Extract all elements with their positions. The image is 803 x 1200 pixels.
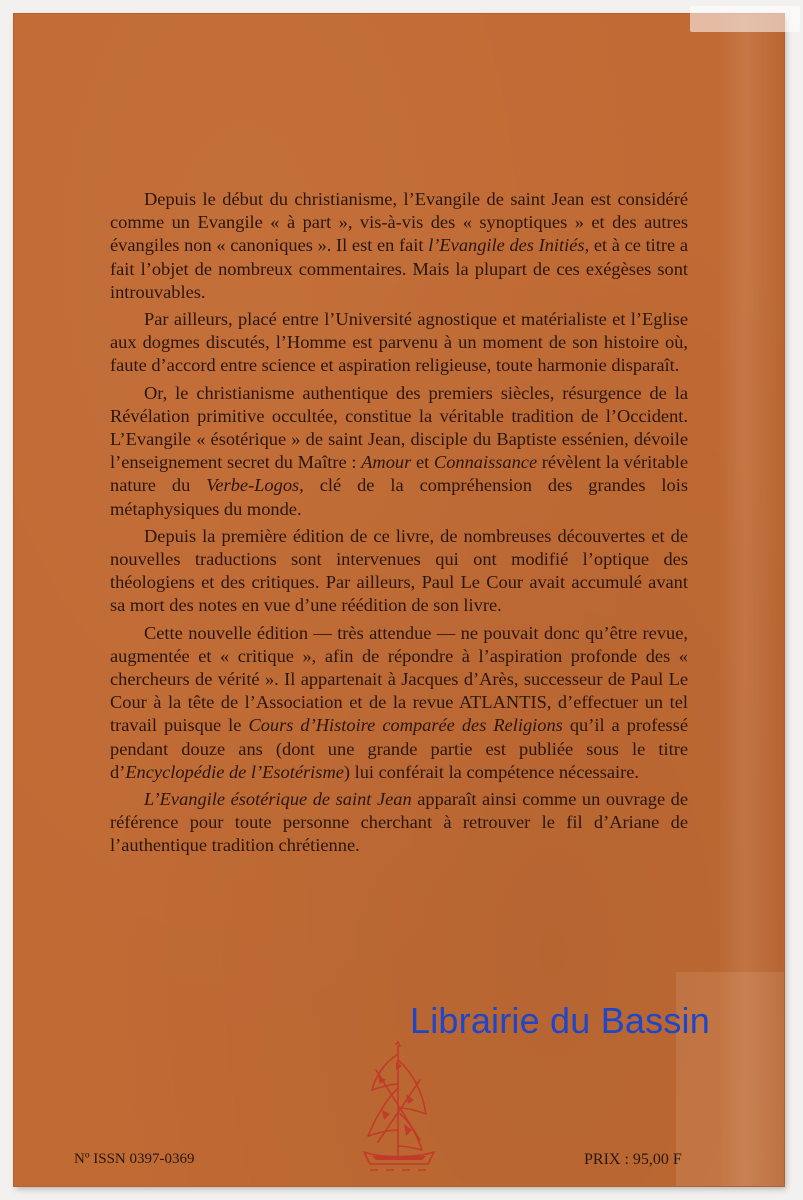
blurb-p6-italic-title: L’Evangile ésotérique de saint Jean bbox=[144, 789, 412, 810]
publisher-logo-icon bbox=[356, 1040, 440, 1174]
blurb-p5-text-c: qu’il a professé pendant douze ans (dont une grande partie est publiée sous le titre d’ bbox=[110, 715, 688, 782]
protective-film-corner bbox=[690, 6, 800, 32]
blurb-paragraph-2: Par ailleurs, placé entre l’Université agnostique et matérialiste et l’Eglise aux dogmes discutés, l’Homme est parvenu à un moment de son histoire où, faute d’accord entre science et aspiration religieuse, toute harmonie disparaît. bbox=[110, 309, 688, 376]
price-label: PRIX : 95,00 F bbox=[584, 1151, 682, 1168]
blurb-paragraph-6 bbox=[110, 788, 688, 858]
blurb-p1-italic: l’Evangile des Initiés, bbox=[428, 235, 590, 256]
issn-number: Nº ISSN 0397-0369 bbox=[74, 1151, 195, 1167]
blurb-p1-text-c: et à ce titre a fait l’objet de nombreux commentaires. Mais la plupart de ces exégèses sont introuvables. bbox=[110, 235, 689, 302]
blurb-p6-text-b: apparaît ainsi comme un ouvrage de référence pour toute personne cherchant à retrouver le fil d’Ariane de l’authentique tradition chrétienne. bbox=[110, 789, 689, 856]
blurb-p3-italic-verbe-logos: Verbe-Logos, bbox=[206, 475, 304, 496]
blurb-p3-text-e: révèlent la véritable nature du bbox=[110, 452, 689, 496]
blurb-paragraph-5 bbox=[110, 622, 688, 784]
blurb-p5-text-a: Cette nouvelle édition — très attendue — ne pouvait donc qu’être revue, augmentée et « critique », afin de répondre à l’aspiration profonde des « chercheurs de vérité ». Il appartenait à Jacques d’Arès, successeur de Paul Le Cour à la tête de l’Association et de la revue ATLANTIS, d’effectuer un tel travail puisque le bbox=[110, 622, 688, 736]
blurb-p5-text-e: ) lui conférait la compétence nécessaire. bbox=[343, 761, 640, 782]
blurb-p5-italic-encyclopedie: Encyclopédie de l’Esotérisme bbox=[125, 761, 344, 782]
blurb-paragraph-1 bbox=[110, 188, 688, 304]
blurb-paragraph-4: Depuis la première édition de ce livre, de nombreuses découvertes et de nouvelles traductions sont intervenues qui ont modifié l’optique des théologiens et des critiques. Par ailleurs, Paul Le Cour avait accumulé avant sa mort des notes en vue d’une réédition de son livre. bbox=[110, 525, 688, 616]
blurb-p3-italic-amour: Amour bbox=[361, 452, 412, 473]
blurb-p3-text-c: et bbox=[411, 452, 434, 473]
blurb-p3-italic-connaissance: Connaissance bbox=[433, 452, 538, 473]
blurb-p1-text-a: Depuis le début du christianisme, l’Evangile de saint Jean est considéré comme un Evangile « à part », vis-à-vis des « synoptiques » et des autres évangiles non « canoniques ». Il est en fait bbox=[110, 189, 688, 256]
blurb-text bbox=[110, 188, 688, 862]
blurb-p5-italic-cours: Cours d’Histoire comparée des Religions bbox=[248, 715, 563, 736]
blurb-paragraph-3 bbox=[110, 382, 688, 521]
blurb-p3-text-g: clé de la compréhension des grandes lois métaphysiques du monde. bbox=[110, 475, 688, 519]
bookseller-watermark: Librairie du Bassin bbox=[410, 1000, 710, 1041]
blurb-p3-text-a: Or, le christianisme authentique des premiers siècles, résurgence de la Révélation primitive occultée, constitue la véritable tradition de l’Occident. L’Evangile « ésotérique » de saint Jean, disciple du Baptiste essénien, dévoile l’enseignement secret du Maître : bbox=[110, 382, 688, 473]
